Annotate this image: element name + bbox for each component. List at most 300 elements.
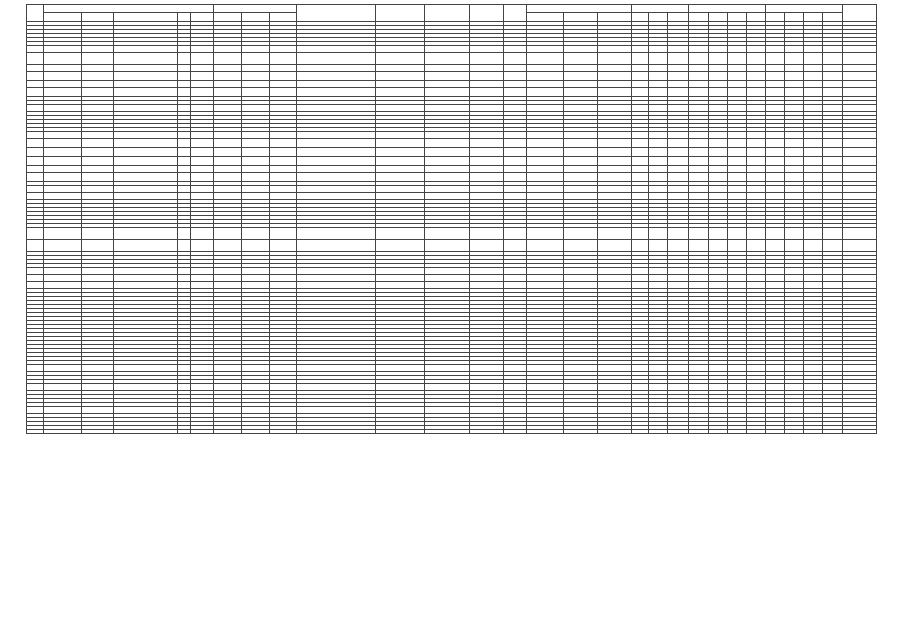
table-cell: [597, 65, 631, 72]
table-cell: [708, 81, 727, 88]
table-cell: [504, 132, 527, 139]
table-cell: [689, 407, 708, 414]
table-cell: [27, 228, 44, 240]
table-cell: [563, 282, 597, 289]
table-cell: [114, 148, 178, 157]
table-cell: [823, 268, 842, 275]
table-cell: [297, 282, 376, 289]
table-cell: [469, 268, 503, 275]
table-cell: [727, 228, 746, 240]
table-cell: [376, 148, 425, 157]
column-header: [727, 13, 746, 22]
table-cell: [82, 186, 114, 193]
table-cell: [44, 166, 82, 173]
table-cell: [297, 65, 376, 72]
table-cell: [727, 384, 746, 391]
table-cell: [82, 105, 114, 112]
table-cell: [804, 105, 823, 112]
table-cell: [746, 132, 765, 139]
table-cell: [804, 186, 823, 193]
table-cell: [242, 240, 270, 252]
table-cell: [597, 157, 631, 166]
table-cell: [804, 282, 823, 289]
table-cell: [297, 365, 376, 372]
table-cell: [766, 186, 785, 193]
table-cell: [785, 430, 804, 434]
table-cell: [297, 228, 376, 240]
table-cell: [823, 72, 842, 81]
table-cell: [504, 282, 527, 289]
table-cell: [727, 166, 746, 173]
table-cell: [842, 228, 876, 240]
table-cell: [746, 407, 765, 414]
table-cell: [746, 166, 765, 173]
column-header: [469, 5, 503, 22]
table-row: [27, 53, 877, 65]
table-cell: [190, 88, 213, 97]
table-cell: [563, 105, 597, 112]
table-cell: [214, 88, 242, 97]
table-cell: [727, 157, 746, 166]
table-cell: [82, 240, 114, 252]
table-cell: [504, 186, 527, 193]
table-cell: [269, 268, 297, 275]
table-cell: [727, 173, 746, 182]
table-cell: [708, 186, 727, 193]
table-cell: [27, 53, 44, 65]
table-cell: [785, 157, 804, 166]
table-cell: [668, 105, 689, 112]
table-cell: [44, 275, 82, 282]
table-cell: [823, 407, 842, 414]
table-cell: [376, 53, 425, 65]
table-row: [27, 139, 877, 148]
table-cell: [242, 228, 270, 240]
table-cell: [269, 240, 297, 252]
table-cell: [504, 157, 527, 166]
table-cell: [44, 139, 82, 148]
table-cell: [27, 186, 44, 193]
table-cell: [804, 46, 823, 53]
table-cell: [785, 81, 804, 88]
table-cell: [631, 275, 648, 282]
table-cell: [766, 384, 785, 391]
table-cell: [27, 407, 44, 414]
table-cell: [708, 268, 727, 275]
table-cell: [425, 81, 470, 88]
table-cell: [242, 430, 270, 434]
table-cell: [297, 275, 376, 282]
table-cell: [823, 139, 842, 148]
table-cell: [563, 173, 597, 182]
table-cell: [269, 65, 297, 72]
table-cell: [376, 275, 425, 282]
table-cell: [469, 282, 503, 289]
table-cell: [178, 105, 191, 112]
table-cell: [44, 282, 82, 289]
table-cell: [804, 193, 823, 200]
table-cell: [190, 166, 213, 173]
table-cell: [804, 228, 823, 240]
column-header: [297, 5, 376, 22]
table-cell: [563, 46, 597, 53]
table-cell: [242, 282, 270, 289]
table-cell: [504, 46, 527, 53]
table-cell: [648, 275, 667, 282]
table-cell: [376, 365, 425, 372]
table-cell: [82, 193, 114, 200]
table-cell: [82, 132, 114, 139]
table-cell: [804, 157, 823, 166]
table-cell: [242, 407, 270, 414]
table-cell: [689, 81, 708, 88]
table-cell: [214, 53, 242, 65]
table-cell: [242, 81, 270, 88]
table-cell: [785, 88, 804, 97]
table-cell: [82, 139, 114, 148]
table-cell: [504, 88, 527, 97]
table-cell: [648, 88, 667, 97]
table-cell: [190, 430, 213, 434]
table-cell: [527, 240, 563, 252]
table-cell: [376, 268, 425, 275]
table-cell: [269, 105, 297, 112]
table-cell: [242, 186, 270, 193]
table-cell: [469, 88, 503, 97]
table-row: [27, 72, 877, 81]
table-cell: [823, 132, 842, 139]
table-cell: [727, 72, 746, 81]
table-cell: [297, 407, 376, 414]
table-cell: [469, 173, 503, 182]
table-cell: [82, 228, 114, 240]
table-cell: [178, 173, 191, 182]
table-cell: [242, 88, 270, 97]
table-cell: [631, 166, 648, 173]
table-cell: [190, 365, 213, 372]
table-cell: [178, 365, 191, 372]
table-cell: [648, 186, 667, 193]
table-cell: [114, 105, 178, 112]
table-cell: [727, 365, 746, 372]
table-cell: [297, 430, 376, 434]
table-cell: [668, 148, 689, 157]
table-cell: [842, 193, 876, 200]
table-cell: [689, 88, 708, 97]
table-cell: [823, 228, 842, 240]
table-cell: [708, 240, 727, 252]
table-cell: [746, 186, 765, 193]
table-cell: [214, 46, 242, 53]
table-cell: [785, 275, 804, 282]
table-cell: [708, 46, 727, 53]
table-cell: [708, 282, 727, 289]
table-cell: [766, 430, 785, 434]
table-row: [27, 148, 877, 157]
table-cell: [766, 72, 785, 81]
table-cell: [804, 173, 823, 182]
table-row: [27, 193, 877, 200]
table-cell: [668, 275, 689, 282]
table-cell: [190, 186, 213, 193]
table-cell: [27, 105, 44, 112]
table-cell: [785, 139, 804, 148]
table-cell: [297, 81, 376, 88]
table-cell: [563, 53, 597, 65]
table-cell: [727, 46, 746, 53]
table-cell: [563, 193, 597, 200]
table-cell: [376, 132, 425, 139]
table-cell: [785, 65, 804, 72]
table-cell: [44, 81, 82, 88]
table-cell: [214, 157, 242, 166]
table-cell: [785, 46, 804, 53]
table-cell: [727, 139, 746, 148]
table-cell: [746, 53, 765, 65]
table-cell: [823, 193, 842, 200]
table-cell: [708, 166, 727, 173]
table-cell: [842, 430, 876, 434]
table-cell: [563, 268, 597, 275]
table-cell: [190, 105, 213, 112]
table-cell: [114, 132, 178, 139]
column-header: [708, 13, 727, 22]
table-row: [27, 186, 877, 193]
table-cell: [563, 430, 597, 434]
table-cell: [214, 166, 242, 173]
table-cell: [746, 275, 765, 282]
table-cell: [425, 384, 470, 391]
column-header: [376, 5, 425, 22]
table-cell: [376, 139, 425, 148]
header-group: [214, 5, 297, 13]
table-cell: [214, 148, 242, 157]
table-cell: [766, 53, 785, 65]
table-cell: [44, 46, 82, 53]
column-header: [668, 13, 689, 22]
table-cell: [648, 407, 667, 414]
table-cell: [190, 384, 213, 391]
table-cell: [190, 268, 213, 275]
table-cell: [469, 53, 503, 65]
table-cell: [597, 282, 631, 289]
table-row: [27, 46, 877, 53]
table-cell: [766, 173, 785, 182]
table-cell: [469, 157, 503, 166]
table-cell: [766, 407, 785, 414]
table-cell: [425, 46, 470, 53]
table-cell: [597, 186, 631, 193]
table-cell: [597, 72, 631, 81]
table-cell: [597, 173, 631, 182]
table-cell: [668, 365, 689, 372]
table-cell: [214, 282, 242, 289]
table-cell: [297, 132, 376, 139]
table-cell: [708, 275, 727, 282]
table-cell: [648, 173, 667, 182]
table-cell: [178, 186, 191, 193]
table-cell: [631, 72, 648, 81]
table-cell: [44, 173, 82, 182]
table-cell: [242, 65, 270, 72]
table-cell: [44, 193, 82, 200]
table-cell: [269, 46, 297, 53]
table-cell: [504, 139, 527, 148]
table-cell: [727, 65, 746, 72]
table-cell: [190, 157, 213, 166]
table-cell: [597, 193, 631, 200]
table-cell: [597, 88, 631, 97]
column-header: [804, 13, 823, 22]
table-cell: [527, 72, 563, 81]
table-cell: [27, 240, 44, 252]
table-cell: [269, 407, 297, 414]
register-table: [26, 4, 877, 434]
table-cell: [727, 275, 746, 282]
table-cell: [708, 53, 727, 65]
table-cell: [842, 105, 876, 112]
table-cell: [804, 384, 823, 391]
table-cell: [190, 275, 213, 282]
table-cell: [114, 407, 178, 414]
table-cell: [689, 282, 708, 289]
table-cell: [785, 268, 804, 275]
table-cell: [114, 384, 178, 391]
table-cell: [114, 139, 178, 148]
table-cell: [785, 407, 804, 414]
table-cell: [597, 132, 631, 139]
table-cell: [597, 139, 631, 148]
table-cell: [631, 132, 648, 139]
table-cell: [27, 173, 44, 182]
table-cell: [804, 430, 823, 434]
table-cell: [648, 193, 667, 200]
table-cell: [242, 53, 270, 65]
table-cell: [648, 148, 667, 157]
table-cell: [708, 157, 727, 166]
table-cell: [214, 268, 242, 275]
table-cell: [668, 282, 689, 289]
table-cell: [766, 166, 785, 173]
table-cell: [297, 157, 376, 166]
table-cell: [648, 282, 667, 289]
table-cell: [785, 384, 804, 391]
table-cell: [563, 228, 597, 240]
table-cell: [469, 166, 503, 173]
table-cell: [648, 228, 667, 240]
table-cell: [785, 53, 804, 65]
table-cell: [376, 407, 425, 414]
table-cell: [178, 157, 191, 166]
table-cell: [297, 193, 376, 200]
table-cell: [842, 282, 876, 289]
table-cell: [766, 282, 785, 289]
table-cell: [689, 105, 708, 112]
table-cell: [44, 228, 82, 240]
table-cell: [668, 173, 689, 182]
table-cell: [425, 430, 470, 434]
table-cell: [242, 132, 270, 139]
table-cell: [823, 46, 842, 53]
table-cell: [527, 139, 563, 148]
table-cell: [114, 240, 178, 252]
table-cell: [527, 228, 563, 240]
table-cell: [668, 65, 689, 72]
table-cell: [190, 46, 213, 53]
table-cell: [648, 430, 667, 434]
table-cell: [376, 228, 425, 240]
table-cell: [727, 268, 746, 275]
table-cell: [82, 282, 114, 289]
table-cell: [631, 88, 648, 97]
table-row: [27, 173, 877, 182]
table-cell: [631, 65, 648, 72]
table-cell: [804, 268, 823, 275]
table-cell: [44, 65, 82, 72]
table-cell: [376, 65, 425, 72]
table-cell: [746, 88, 765, 97]
table-cell: [527, 275, 563, 282]
table-cell: [214, 193, 242, 200]
table-cell: [689, 148, 708, 157]
table-cell: [563, 384, 597, 391]
table-cell: [527, 186, 563, 193]
table-cell: [727, 407, 746, 414]
table-cell: [708, 430, 727, 434]
table-cell: [527, 384, 563, 391]
table-cell: [804, 148, 823, 157]
table-cell: [823, 282, 842, 289]
table-cell: [269, 228, 297, 240]
table-cell: [376, 46, 425, 53]
table-cell: [269, 365, 297, 372]
table-cell: [597, 384, 631, 391]
table-cell: [82, 275, 114, 282]
table-cell: [527, 105, 563, 112]
table-cell: [27, 430, 44, 434]
table-cell: [804, 407, 823, 414]
table-cell: [746, 157, 765, 166]
table-cell: [214, 384, 242, 391]
column-header: [766, 13, 785, 22]
table-cell: [27, 139, 44, 148]
table-cell: [668, 193, 689, 200]
table-cell: [766, 193, 785, 200]
table-cell: [297, 240, 376, 252]
table-cell: [804, 139, 823, 148]
table-cell: [563, 81, 597, 88]
table-cell: [425, 166, 470, 173]
table-cell: [708, 148, 727, 157]
table-cell: [425, 132, 470, 139]
table-cell: [597, 166, 631, 173]
table-cell: [190, 228, 213, 240]
table-cell: [376, 81, 425, 88]
table-cell: [648, 105, 667, 112]
table-cell: [44, 148, 82, 157]
table-cell: [242, 173, 270, 182]
table-cell: [27, 282, 44, 289]
table-cell: [178, 139, 191, 148]
table-cell: [114, 193, 178, 200]
table-cell: [178, 148, 191, 157]
table-cell: [842, 65, 876, 72]
column-header: [563, 13, 597, 22]
table-cell: [214, 275, 242, 282]
table-cell: [597, 407, 631, 414]
column-header: [648, 13, 667, 22]
table-cell: [766, 268, 785, 275]
